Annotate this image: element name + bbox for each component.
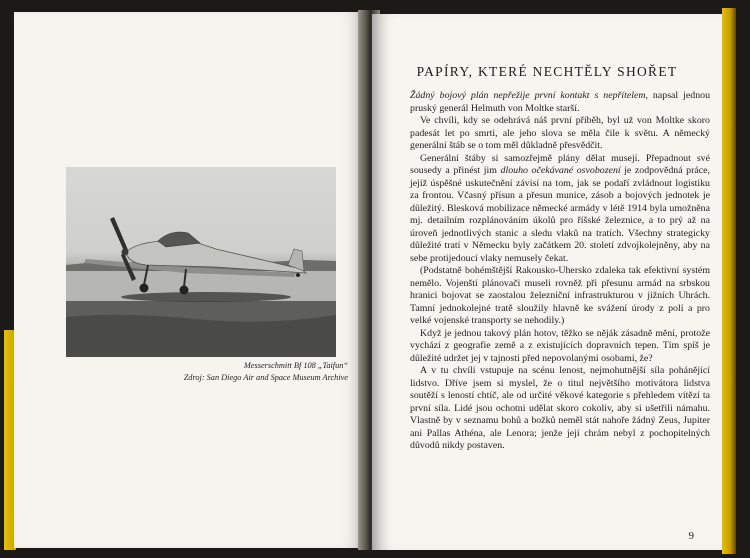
paragraph-3 [410,153,710,266]
right-page [372,14,722,550]
messerschmitt-aircraft-image [66,167,336,357]
moltke-quote: Žádný bojový plán nepřežije první kontakt s nepřítelem, [410,90,648,101]
paragraph-5: Když je jednou takový plán hotov, těžko se něják zásadně mění, protože vychází z geografie země a z existujících dopravních tepen. Tím spíš je důležité udržet jej v tajnosti před nepovolanými osobami, že? [410,327,710,364]
left-page [14,12,366,548]
page-number: 9 [688,530,694,542]
aircraft-photo [66,167,336,357]
paragraph-3-emphasis: dlouho očekávané osvobození [500,165,621,176]
paragraph-3-before: Generální štáby si samozřejmě plány dělat musejí. Přepadnout své sousedy a přinést jim [410,152,710,176]
book-cover-edge-right [722,8,736,554]
caption-aircraft-name: Messerschmitt Bf 108 „Taifun“ [243,361,348,370]
photo-caption [58,360,348,384]
caption-source: Zdroj: San Diego Air and Space Museum Archive [183,373,348,382]
paragraph-3-after: je zodpovědná práce, jejíž úspěšné uskutečnění závisí na tom, jak se podaří zvládnout logistiku za frontou. Včasný přísun a přesun munice, zásob a bojových jednotek je důležitý. Blesková mobilizace německé armády v létě 1914 byla umožněna mj. detailním rozplánováním úkolů pro říšské železnice, a to prý až na úroveň jednotlivých stanic a sledu vlaků na tratích. Všechny strategicky důležité tratí v Německu byly začátkem 20. století zdvojkolejněny, aby na sebe protijedoucí vlaky nemusely čekat. [410,165,710,264]
chapter-body [410,90,710,453]
paragraph-4: (Podstatně bohémštější Rakousko-Uhersko zdaleka tak efektivní systém nemělo. Vojenští plánovači museli rovněž při přesunu armád na srbskou hranici bojovat se zaostalou železniční infrastrukturou v jižních Uhrách. Tamní jednokolejné tratě sloužily hlavně ke svážení úrody z polí a pro velké vojenské transporty se nehodily.) [410,265,710,326]
paragraph-1 [410,90,710,115]
paragraph-1-text: napsal jednou pruský generál Helmuth von Moltke starší. [410,90,711,114]
paragraph-6: A v tu chvíli vstupuje na scénu lenost, nejmohutnější síla pohánějící lidstvo. Dříve jsem si myslel, že o titul největšího motivátora lidstva soutěží s leností chtíč, ale od určité věkové kategorie s přehledem vítězí ta první síla. Lidé jsou ochotni udělat skoro cokoliv, aby si ušetřili námahu. Vlastně by v seznamu bohů a božků neměl stát nahoře žádný Zeus, Jupiter ani Pallas Athéna, ale Lenora; jenže její chrám nebyl z pochopitelných důvodů nikdy postaven. [410,365,710,451]
paragraph-2: Ve chvíli, kdy se odehrává náš první příběh, byl už von Moltke skoro padesát let po smrti, ale jeho slova se měla čile k světu. A německý generální štáb se o tom měl důkladně přesvědčit. [410,115,710,151]
chapter-title: PAPÍRY, KTERÉ NECHTĚLY SHOŘET [416,64,678,79]
